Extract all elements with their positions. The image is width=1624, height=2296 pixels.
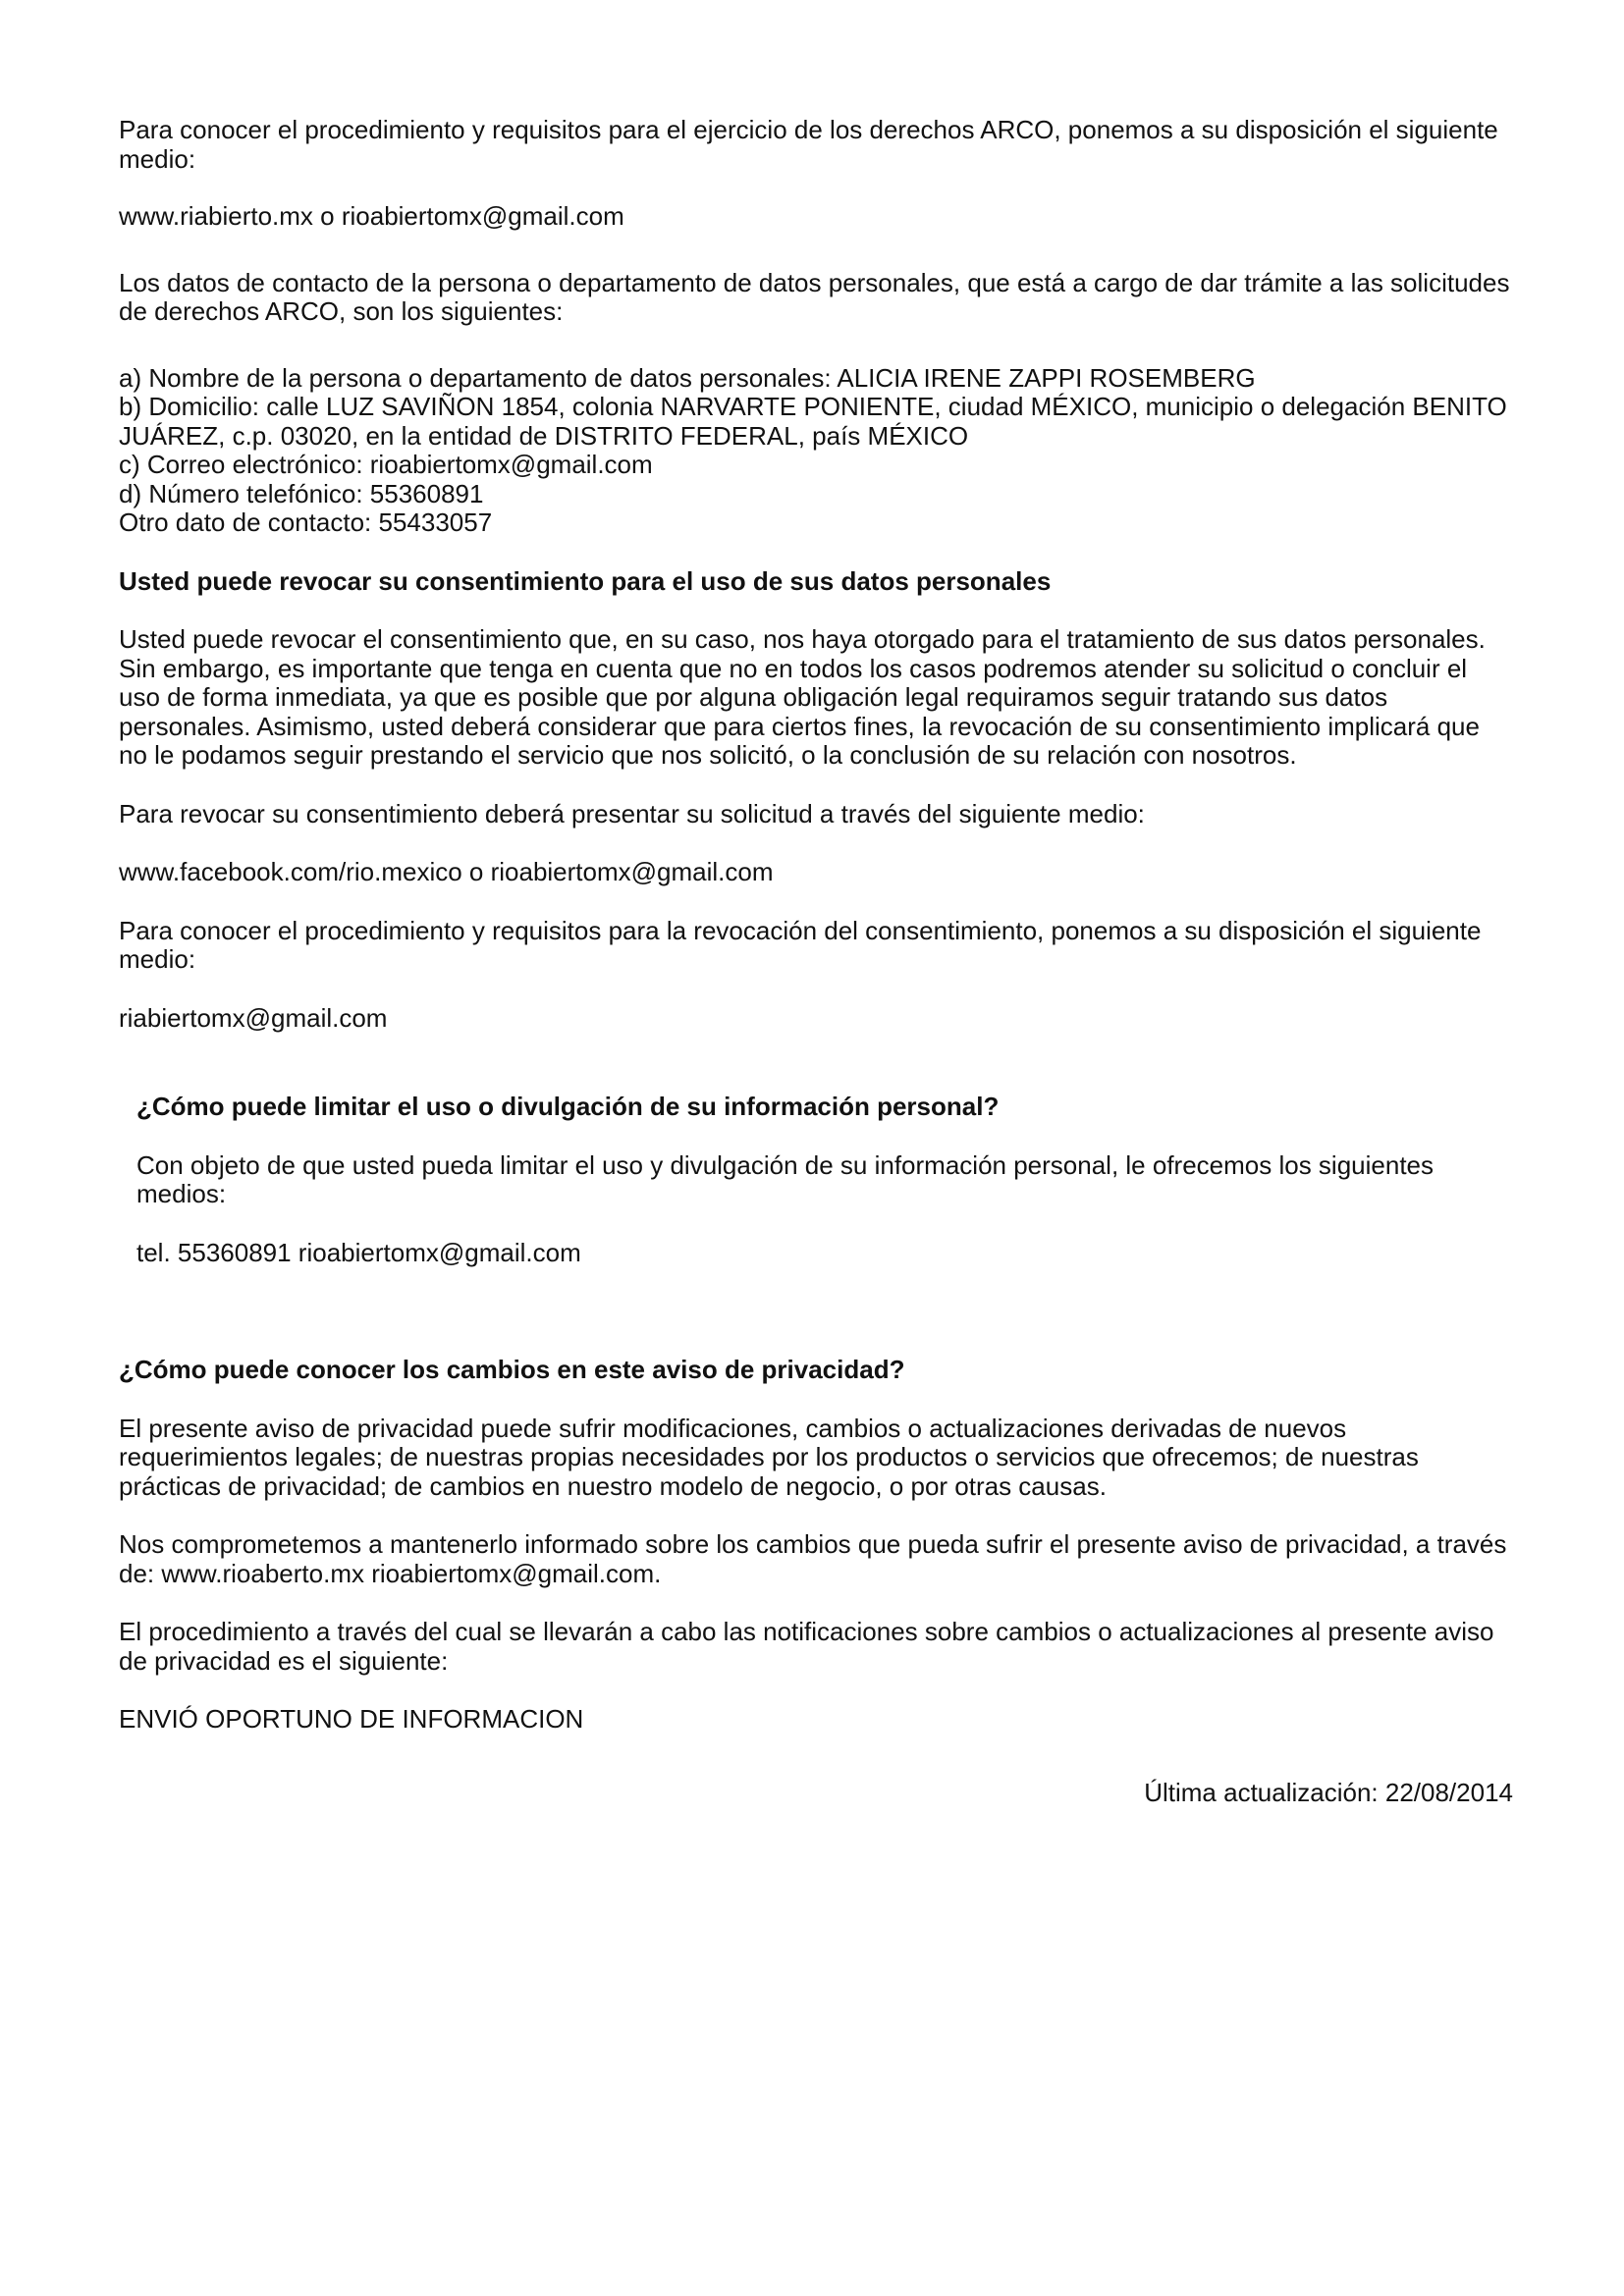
arco-contact-list (119, 364, 1513, 538)
changes-body: El presente aviso de privacidad puede sufrir modificaciones, cambios o actualizaciones derivadas de nuevos requerimientos legales; de nuestras propias necesidades por los productos o servicios que ofrecemos; de nuestras prácticas de privacidad; de cambios en nuestro modelo de negocio, o por otras causas. (119, 1413, 1419, 1501)
arco-contact-intro: Los datos de contacto de la persona o departamento de datos personales, que está a cargo de dar trámite a las solicitudes de derechos ARCO, son los siguientes: (119, 267, 1510, 326)
changes-commitment: Nos comprometemos a mantenerlo informado sobre los cambios que pueda sufrir el presente aviso de privacidad, a través de: www.rioaberto.mx rioabiertomx@gmail.com. (119, 1529, 1507, 1588)
limit-heading: ¿Cómo puede limitar el uso o divulgación de su información personal? (136, 1092, 1000, 1121)
contact-other: Otro dato de contacto: 55433057 (119, 507, 493, 537)
limit-medium: tel. 55360891 rioabiertomx@gmail.com (136, 1237, 581, 1267)
revocation-request-intro: Para revocar su consentimiento deberá presentar su solicitud a través del siguiente medio: (119, 798, 1145, 828)
revocation-body: Usted puede revocar el consentimiento que, en su caso, nos haya otorgado para el tratamiento de sus datos personales. Sin embargo, es importante que tenga en cuenta que no en todos los casos podremos atender su solicitud o concluir el uso de forma inmediata, ya que es posible que por alguna obligación legal requiramos seguir tratando sus datos personales. Asimismo, usted deberá considerar que para ciertos fines, la revocación de su consentimiento implicará que no le podamos seguir prestando el servicio que nos solicitó, o la conclusión de su relación con nosotros. (119, 624, 1486, 770)
changes-procedure: ENVIÓ OPORTUNO DE INFORMACION (119, 1704, 584, 1734)
changes-procedure-intro: El procedimiento a través del cual se llevarán a cabo las notificaciones sobre cambios o actualizaciones al presente aviso de privacidad es el siguiente: (119, 1617, 1494, 1676)
limit-body: Con objeto de que usted pueda limitar el uso y divulgación de su información personal, le ofrecemos los siguientes medios: (136, 1149, 1434, 1208)
arco-procedure-intro: Para conocer el procedimiento y requisitos para el ejercicio de los derechos ARCO, ponemos a su disposición el siguiente medio: (119, 115, 1498, 174)
revocation-procedure-intro: Para conocer el procedimiento y requisitos para la revocación del consentimiento, ponemos a su disposición el siguiente medio: (119, 915, 1482, 974)
contact-name: a) Nombre de la persona o departamento de datos personales: ALICIA IRENE ZAPPI ROSEMBERG (119, 362, 1256, 393)
last-updated: Última actualización: 22/08/2014 (1144, 1777, 1513, 1807)
revocation-procedure-medium: riabiertomx@gmail.com (119, 1002, 388, 1033)
limit-section (136, 1093, 1513, 1267)
changes-heading: ¿Cómo puede conocer los cambios en este aviso de privacidad? (119, 1355, 905, 1384)
document-body (119, 116, 1513, 1807)
arco-procedure-medium: www.riabierto.mx o rioabiertomx@gmail.com (119, 201, 624, 231)
contact-address: b) Domicilio: calle LUZ SAVIÑON 1854, colonia NARVARTE PONIENTE, ciudad MÉXICO, municipio o delegación BENITO JUÁREZ, c.p. 03020, en la entidad de DISTRITO FEDERAL, país MÉXICO (119, 392, 1507, 451)
contact-email: c) Correo electrónico: rioabiertomx@gmail.com (119, 450, 653, 479)
contact-phone: d) Número telefónico: 55360891 (119, 478, 484, 508)
revocation-request-medium: www.facebook.com/rio.mexico o rioabiertomx@gmail.com (119, 857, 774, 886)
revocation-heading: Usted puede revocar su consentimiento para el uso de sus datos personales (119, 565, 1052, 596)
